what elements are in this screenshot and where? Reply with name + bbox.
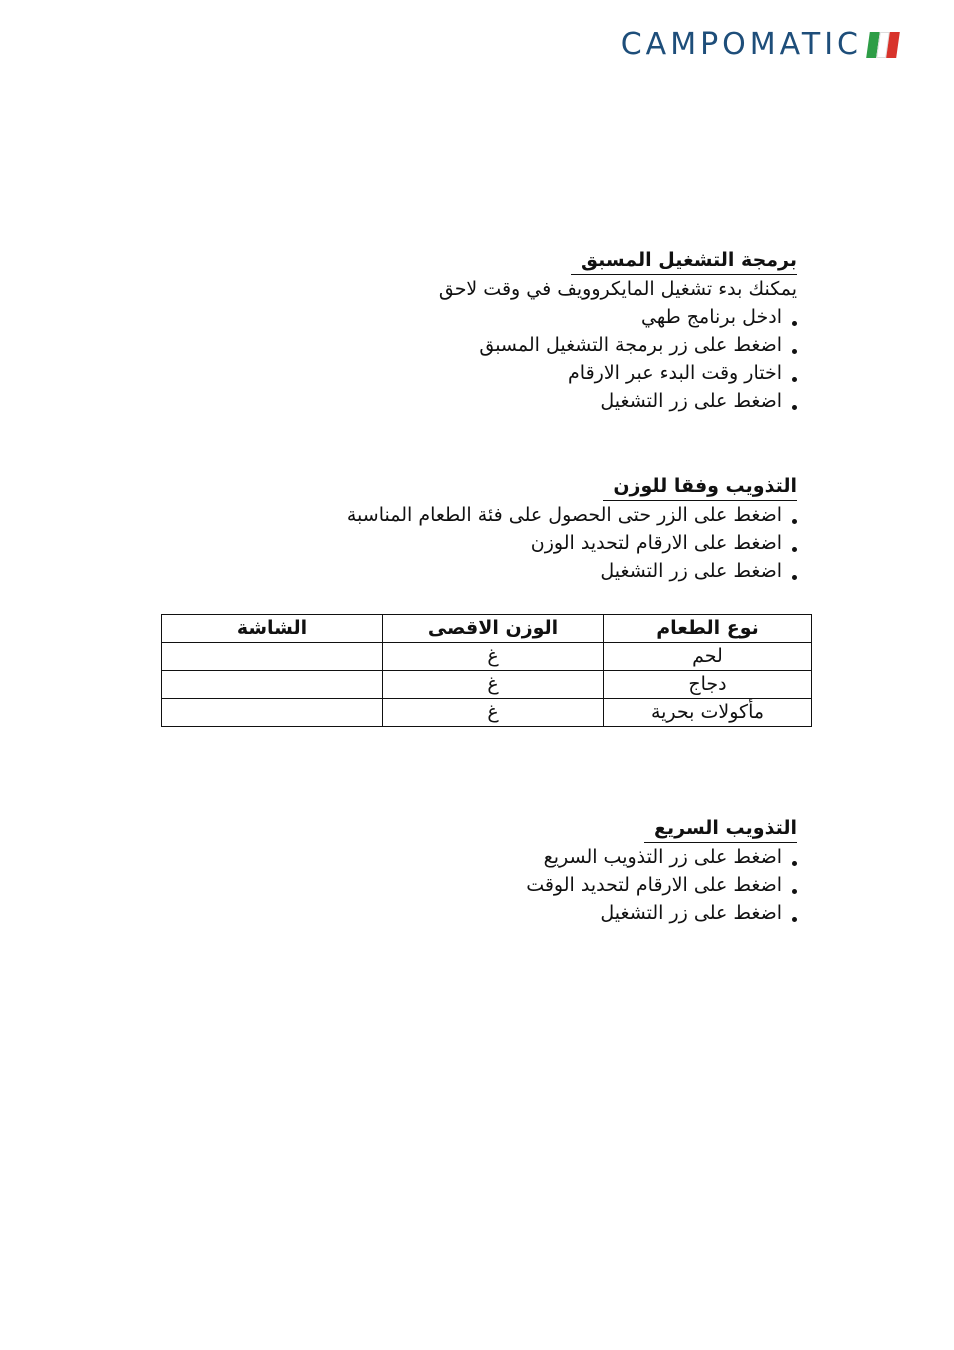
list-item: اضغط على زر التشغيل bbox=[347, 557, 797, 585]
table-cell: لحم bbox=[604, 643, 812, 671]
table-header-row bbox=[162, 615, 812, 643]
table-cell: مأكولات بحرية bbox=[604, 699, 812, 727]
preset-section bbox=[439, 246, 797, 415]
table-cell bbox=[162, 699, 383, 727]
table-cell: غ bbox=[383, 671, 604, 699]
quick-defrost-steps bbox=[526, 843, 797, 927]
table-row bbox=[162, 671, 812, 699]
table-cell: دجاج bbox=[604, 671, 812, 699]
food-weight-table bbox=[161, 614, 812, 727]
table-row bbox=[162, 699, 812, 727]
table-cell: غ bbox=[383, 643, 604, 671]
table-header-display: الشاشة bbox=[162, 615, 383, 643]
list-item: اختار وقت البدء عبر الارقام bbox=[439, 359, 797, 387]
list-item: اضغط على الزر حتى الحصول على فئة الطعام المناسبة bbox=[347, 501, 797, 529]
quick-defrost-section bbox=[526, 814, 797, 927]
preset-intro: يمكنك بدء تشغيل المايكروويف في وقت لاحق bbox=[438, 278, 797, 300]
table-cell bbox=[162, 643, 383, 671]
table-row bbox=[162, 643, 812, 671]
weight-defrost-steps bbox=[347, 501, 797, 585]
preset-steps bbox=[439, 303, 797, 415]
list-item: اضغط على الارقام لتحديد الوقت bbox=[526, 871, 797, 899]
brand-logo-text: CAMPOMATIC bbox=[620, 27, 862, 62]
list-item: ادخل برنامج طهي bbox=[439, 303, 797, 331]
table-header-max-weight: الوزن الاقصى bbox=[383, 615, 604, 643]
weight-defrost-title: التذويب وفقا للوزن bbox=[603, 472, 797, 501]
list-item: اضغط على الارقام لتحديد الوزن bbox=[347, 529, 797, 557]
quick-defrost-title: التذويب السريع bbox=[644, 814, 797, 843]
brand-logo bbox=[620, 27, 898, 62]
table-cell bbox=[162, 671, 383, 699]
table-header-food-type: نوع الطعام bbox=[604, 615, 812, 643]
weight-defrost-section bbox=[347, 472, 797, 585]
list-item: اضغط على زر التذويب السريع bbox=[526, 843, 797, 871]
preset-title: برمجة التشغيل المسبق bbox=[571, 246, 797, 275]
list-item: اضغط على زر برمجة التشغيل المسبق bbox=[439, 331, 797, 359]
list-item: اضغط على زر التشغيل bbox=[439, 387, 797, 415]
list-item: اضغط على زر التشغيل bbox=[526, 899, 797, 927]
italian-flag-icon bbox=[866, 32, 900, 58]
table-cell: غ bbox=[383, 699, 604, 727]
